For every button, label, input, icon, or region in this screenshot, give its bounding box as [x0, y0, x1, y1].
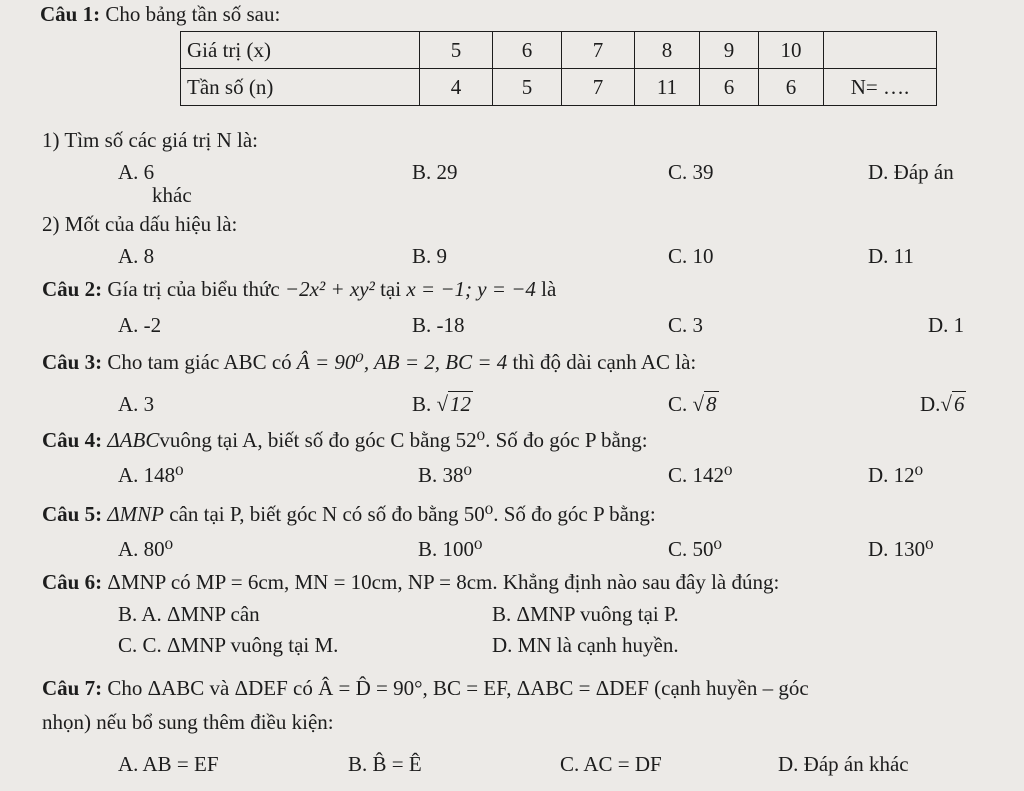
q2-option-b: B. -18	[412, 313, 465, 337]
q4-heading: Câu 4:	[42, 428, 103, 452]
q7-heading: Câu 7:	[42, 676, 103, 700]
table-cell: 4	[420, 69, 493, 106]
q3-option-b-prefix: B.	[412, 392, 432, 416]
q7-option-a: A. AB = EF	[118, 752, 219, 776]
q1-line	[40, 2, 280, 27]
q2-condition: x = −1; y = −4	[406, 277, 536, 301]
q7-text: Cho ΔABC và ΔDEF có Â = D̂ = 90°, BC = EF, ΔABC = ΔDEF (cạnh huyền – góc	[107, 676, 809, 700]
q6-text: ΔMNP có MP = 6cm, MN = 10cm, NP = 8cm. Khẳng định nào sau đây là đúng:	[107, 570, 780, 594]
q1-sub1-option-d-cont: khác	[152, 183, 192, 207]
q3-condition: Â = 90⁰, AB = 2, BC = 4	[296, 350, 508, 374]
q7-option-d: D. Đáp án khác	[778, 752, 909, 776]
q4-text: vuông tại A, biết số đo góc C bằng	[159, 428, 451, 452]
q3-heading: Câu 3:	[42, 350, 103, 374]
q5-option-d: D. 130⁰	[868, 537, 934, 561]
q2-text: Gía trị của biểu thức	[107, 277, 280, 301]
q3-option-c-prefix: C.	[668, 392, 688, 416]
q7-text2: nhọn) nếu bổ sung thêm điều kiện:	[42, 710, 334, 734]
row1-label: Giá trị (x)	[181, 32, 420, 69]
q5-option-a: A. 80⁰	[118, 537, 174, 561]
q3-option-b-value: 12	[450, 392, 472, 416]
q2-line	[42, 277, 556, 302]
table-cell: 10	[759, 32, 824, 69]
q3-option-d: D.√6	[920, 392, 965, 416]
q6-line	[42, 570, 779, 595]
q1-sub2-option-b: B. 9	[412, 244, 448, 268]
table-row	[181, 69, 937, 106]
q3-option-d-value: 6	[953, 392, 965, 416]
q5-option-c: C. 50⁰	[668, 537, 722, 561]
table-cell: 6	[700, 69, 759, 106]
q2-at: tại	[380, 277, 402, 301]
table-cell: 5	[420, 32, 493, 69]
q4-triangle: ΔABC	[107, 428, 160, 452]
table-cell: 6	[493, 32, 562, 69]
q6-heading: Câu 6:	[42, 570, 103, 594]
q4-option-a: A. 148⁰	[118, 463, 184, 487]
table-cell	[824, 32, 937, 69]
q5-tail: . Số đo góc P bằng:	[493, 502, 656, 526]
q3-option-c-value: 8	[706, 392, 717, 416]
table-cell: 7	[562, 69, 635, 106]
q5-heading: Câu 5:	[42, 502, 103, 526]
q2-expression: −2x² + xy²	[284, 277, 375, 301]
q3-option-b: B. √12	[412, 392, 472, 416]
q3-line	[42, 350, 696, 375]
q1-heading: Câu 1:	[40, 2, 101, 26]
q6-option-b-a: B. A. ΔMNP cân	[118, 602, 260, 626]
q2-option-d: D. 1	[928, 313, 965, 337]
q4-tail: . Số đo góc P bằng:	[485, 428, 648, 452]
q1-sub2-option-d: D. 11	[868, 244, 914, 268]
q5-angle: 50⁰	[463, 502, 494, 526]
q4-line	[42, 428, 648, 453]
q2-option-c: C. 3	[668, 313, 704, 337]
frequency-table	[180, 31, 937, 106]
table-row	[181, 32, 937, 69]
q3-option-c: C. √8	[668, 392, 717, 416]
q1-sub1-option-a: A. 6	[118, 160, 155, 184]
table-cell: 9	[700, 32, 759, 69]
table-cell: 5	[493, 69, 562, 106]
q7-line	[42, 676, 809, 701]
q1-sub1-option-d: D. Đáp án	[868, 160, 954, 184]
row2-label: Tần số (n)	[181, 69, 420, 106]
q3-option-a: A. 3	[118, 392, 155, 416]
q4-option-b: B. 38⁰	[418, 463, 472, 487]
q3-option-d-prefix: D.	[920, 392, 941, 416]
q5-text: cân tại P, biết góc N có số đo bằng	[169, 502, 459, 526]
q1-sub2-prompt: 2) Mốt của dấu hiệu là:	[42, 212, 238, 236]
q4-option-c: C. 142⁰	[668, 463, 733, 487]
q1-sub1-prompt: 1) Tìm số các giá trị N là:	[42, 128, 258, 152]
q6-option-b: B. ΔMNP vuông tại P.	[492, 602, 679, 626]
q5-line	[42, 502, 656, 527]
q2-option-a: A. -2	[118, 313, 162, 337]
q5-option-b: B. 100⁰	[418, 537, 483, 561]
table-cell: 6	[759, 69, 824, 106]
q7-option-b: B. B̂ = Ê	[348, 752, 422, 776]
q1-text: Cho bảng tần số sau:	[105, 2, 281, 26]
q7-option-c: C. AC = DF	[560, 752, 662, 776]
q5-triangle: ΔMNP	[107, 502, 164, 526]
q6-option-d: D. MN là cạnh huyền.	[492, 633, 679, 657]
q1-sub2-option-a: A. 8	[118, 244, 155, 268]
q6-option-c: C. C. ΔMNP vuông tại M.	[118, 633, 339, 657]
q1-sub1-option-c: C. 39	[668, 160, 714, 184]
table-cell: 8	[635, 32, 700, 69]
q2-heading: Câu 2:	[42, 277, 103, 301]
table-cell: 7	[562, 32, 635, 69]
q1-sub1-option-b: B. 29	[412, 160, 458, 184]
q1-sub2-option-c: C. 10	[668, 244, 714, 268]
table-cell: N= ….	[824, 69, 937, 106]
q2-tail: là	[541, 277, 557, 301]
table-cell: 11	[635, 69, 700, 106]
q4-option-d: D. 12⁰	[868, 463, 924, 487]
q3-text: Cho tam giác ABC có	[107, 350, 292, 374]
q3-tail: thì độ dài cạnh AC là:	[512, 350, 697, 374]
q4-angle: 52⁰	[455, 428, 486, 452]
